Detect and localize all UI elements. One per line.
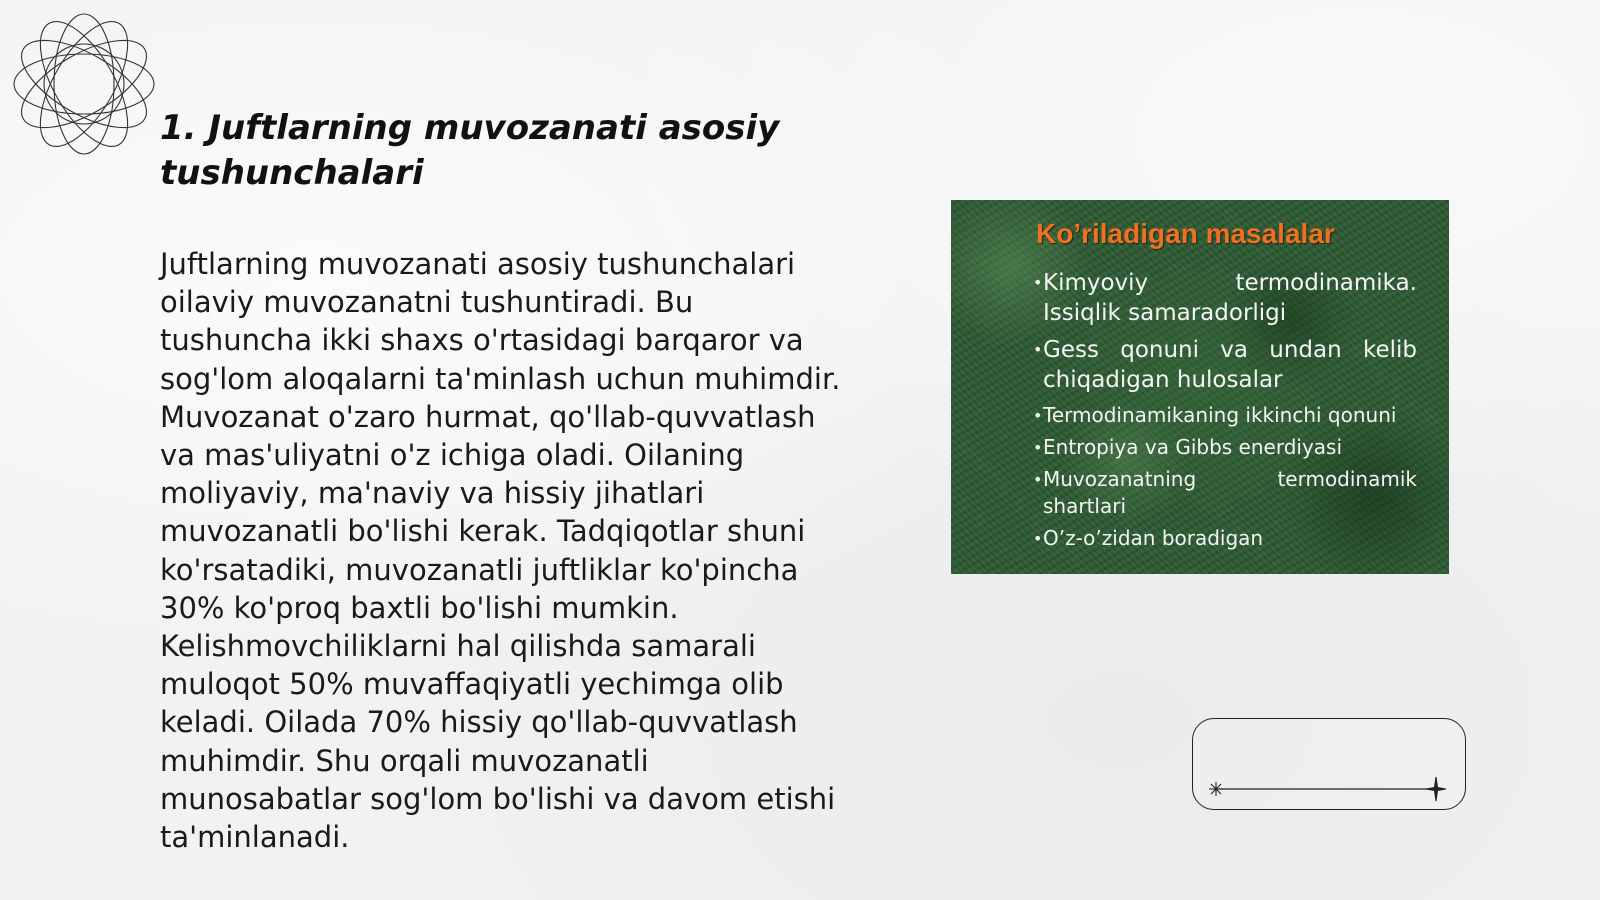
topics-list-item: • Muvozanatning termodinamik shartlari xyxy=(1033,466,1417,520)
topics-list-item: • Entropiya va Gibbs enerdiyasi xyxy=(1033,434,1417,461)
topics-panel-title: Ko’riladigan masalalar xyxy=(1036,218,1335,249)
topics-list xyxy=(1033,268,1417,557)
slide-body-text: Juftlarning muvozanati asosiy tushunchalari oilaviy muvozanatni tushuntiradi. Bu tushuncha ikki shaxs o'rtasidagi barqaror va sog'lom aloqalarni ta'minlash uchun muhimdir. Muvozanat o'zaro hurmat, qo'llab-quvvatlash va mas'uliyatni o'z ichiga oladi. Oilaning moliyaviy, ma'naviy va hissiy jihatlari muvozanatli bo'lishi kerak. Tadqiqotlar shuni ko'rsatadiki, muvozanatli juftliklar ko'pincha 30% ko'proq baxtli bo'lishi mumkin. Kelishmovchiliklarni hal qilishda samarali muloqot 50% muvaffaqiyatli yechimga olib keladi. Oilada 70% hissiy qo'llab-quvvatlash muhimdir. Shu orqali muvozanatli munosabatlar sog'lom bo'lishi va davom etishi ta'minlanadi. xyxy=(160,247,841,855)
topics-list-item: • Termodinamikaning ikkinchi qonuni xyxy=(1033,402,1417,429)
topics-image-panel xyxy=(951,200,1449,574)
slide-title: 1. Juftlarning muvozanati asosiy tushunchalari xyxy=(160,108,780,193)
topics-list-item: • Kimyoviy termodinamika. Issiqlik samaradorligi xyxy=(1033,268,1417,328)
topics-list-item: • O’z-o’zidan boradigan xyxy=(1033,525,1417,552)
topics-list-item: • Gess qonuni va undan kelib chiqadigan hulosalar xyxy=(1033,335,1417,395)
circle-rosette-icon xyxy=(10,10,158,158)
sparkle-line-icon xyxy=(1200,774,1450,804)
